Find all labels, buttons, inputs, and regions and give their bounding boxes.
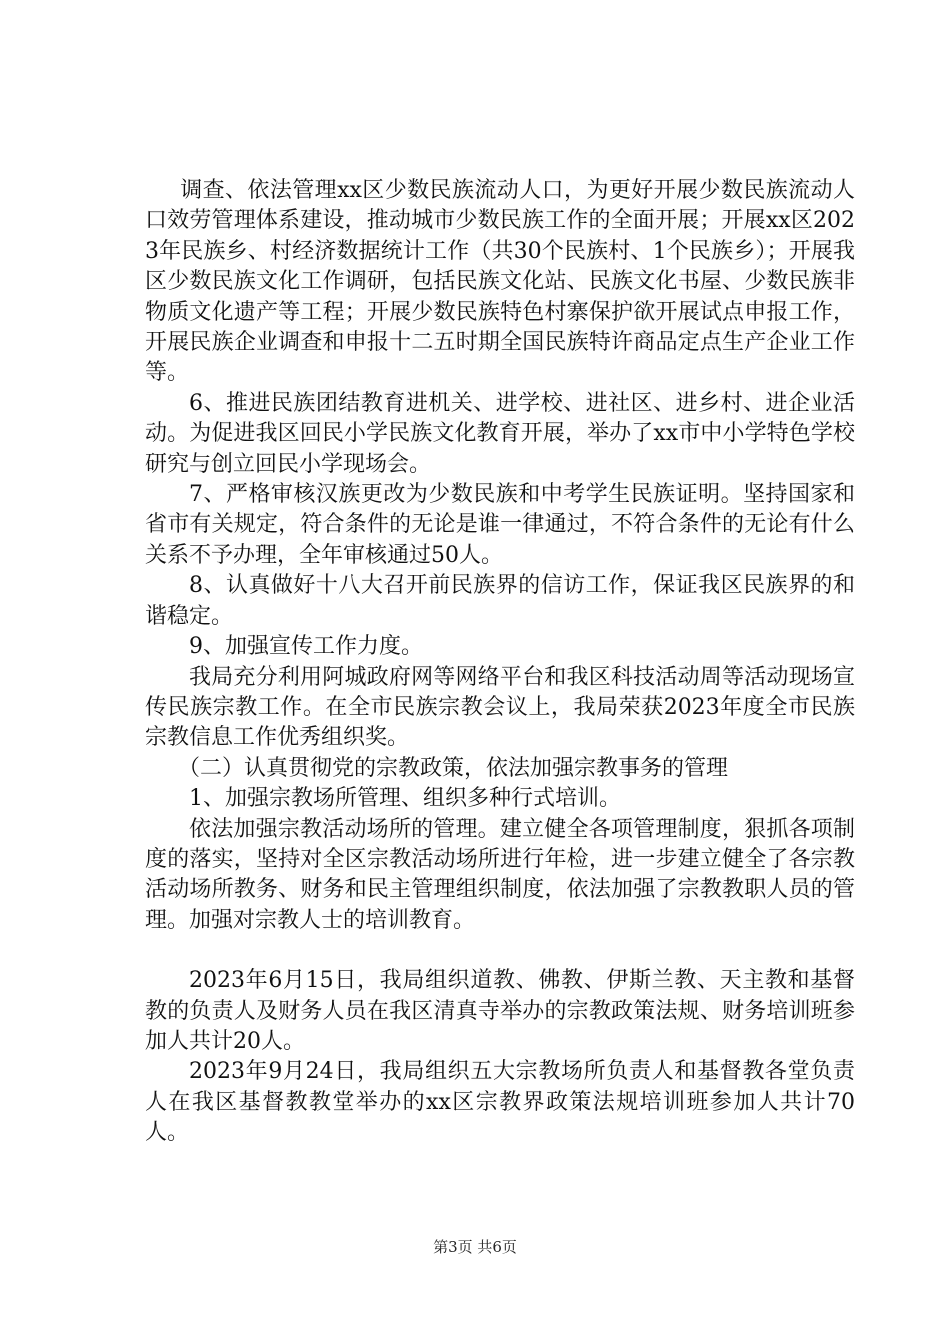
paragraph-item-1: 1、加强宗教场所管理、组织多种行式培训。 — [189, 786, 621, 812]
document-body — [145, 176, 855, 1149]
paragraph-training-september: 2023年9月24日，我局组织五大宗教场所负责人和基督教各堂负责人在我区基督教教堂举办的xx区宗教界政策法规培训班参加人共计70人。 — [145, 1059, 855, 1146]
paragraph-item-6: 6、推进民族团结教育进机关、进学校、进社区、进乡村、进企业活动。为促进我区回民小学民族文化教育开展，举办了xx市中小学特色学校研究与创立回民小学现场会。 — [145, 390, 855, 477]
paragraph-item-8: 8、认真做好十八大召开前民族界的信访工作，保证我区民族界的和谐稳定。 — [145, 573, 855, 629]
page-footer: 第3页 共6页 — [433, 1238, 517, 1256]
paragraph-training-june: 2023年6月15日，我局组织道教、佛教、伊斯兰教、天主教和基督教的负责人及财务人员在我区清真寺举办的宗教政策法规、财务培训班参加人共计20人。 — [145, 968, 855, 1054]
paragraph-survey: 调查、依法管理xx区少数民族流动人口，为更好开展少数民族流动人口效劳管理体系建设，推动城市少数民族工作的全面开展；开展xx区2023年民族乡、村经济数据统计工作（共30个民族村、1个民族乡）；开展我区少数民族文化工作调研，包括民族文化站、民族文化书屋、少数民族非物质文化遗产等工程；开展少数民族特色村寨保护欲开展试点申报工作，开展民族企业调查和申报十二五时期全国民族特许商品定点生产企业工作等。 — [145, 178, 855, 386]
paragraph-spacer — [145, 936, 855, 966]
section-heading-religion: （二）认真贯彻党的宗教政策，依法加强宗教事务的管理 — [178, 755, 729, 781]
paragraph-venue-management: 依法加强宗教活动场所的管理。建立健全各项管理制度，狠抓各项制度的落实，坚持对全区宗教活动场所进行年检，进一步建立健全了各宗教活动场所教务、财务和民主管理组织制度，依法加强了宗教教职人员的管理。加强对宗教人士的培训教育。 — [145, 816, 855, 933]
paragraph-publicity: 我局充分利用阿城政府网等网络平台和我区科技活动周等活动现场宣传民族宗教工作。在全市民族宗教会议上，我局荣获2023年度全市民族宗教信息工作优秀组织奖。 — [145, 664, 855, 751]
paragraph-item-9: 9、加强宣传工作力度。 — [189, 634, 423, 660]
paragraph-item-7: 7、严格审核汉族更改为少数民族和中考学生民族证明。坚持国家和省市有关规定，符合条件的无论是谁一律通过，不符合条件的无论有什么关系不予办理，全年审核通过50人。 — [145, 482, 855, 568]
